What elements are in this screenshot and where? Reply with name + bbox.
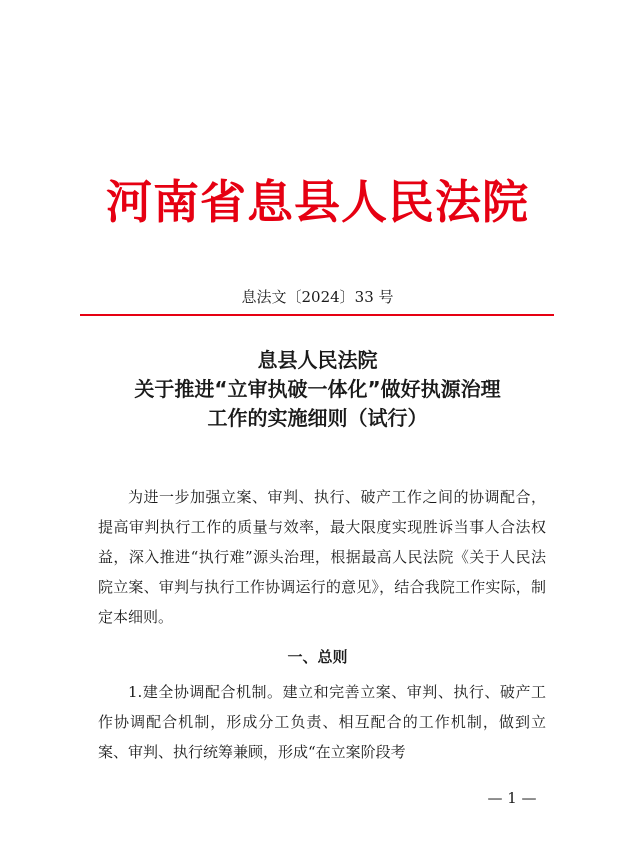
intro-paragraph: 为进一步加强立案、审判、执行、破产工作之间的协调配合，提高审判执行工作的质量与效率，最大限度实现胜诉当事人合法权益，深入推进“执行难”源头治理，根据最高人民法院《关于人民法院立案、审判与执行工作协调运行的意见》，结合我院工作实际，制定本细则。 (98, 488, 546, 626)
red-divider-line (80, 314, 554, 316)
page-number: — 1 — (487, 789, 537, 807)
document-title (0, 346, 635, 433)
section-heading-general: 一、总则 (287, 648, 348, 666)
issuer-title: 河南省息县人民法院 (106, 175, 529, 229)
document-title-line-3: 工作的实施细则（试行） (207, 406, 428, 430)
document-number: 息法文〔2024〕33 号 (241, 288, 394, 306)
section-1-paragraph: 1.建全协调配合机制。建立和完善立案、审判、执行、破产工作协调配合机制，形成分工负责、相互配合的工作机制，做到立案、审判、执行统筹兼顾，形成“在立案阶段考 (98, 683, 546, 761)
document-title-line-1: 息县人民法院 (257, 348, 378, 372)
document-title-line-2: 关于推进“立审执破一体化”做好执源治理 (134, 377, 501, 401)
